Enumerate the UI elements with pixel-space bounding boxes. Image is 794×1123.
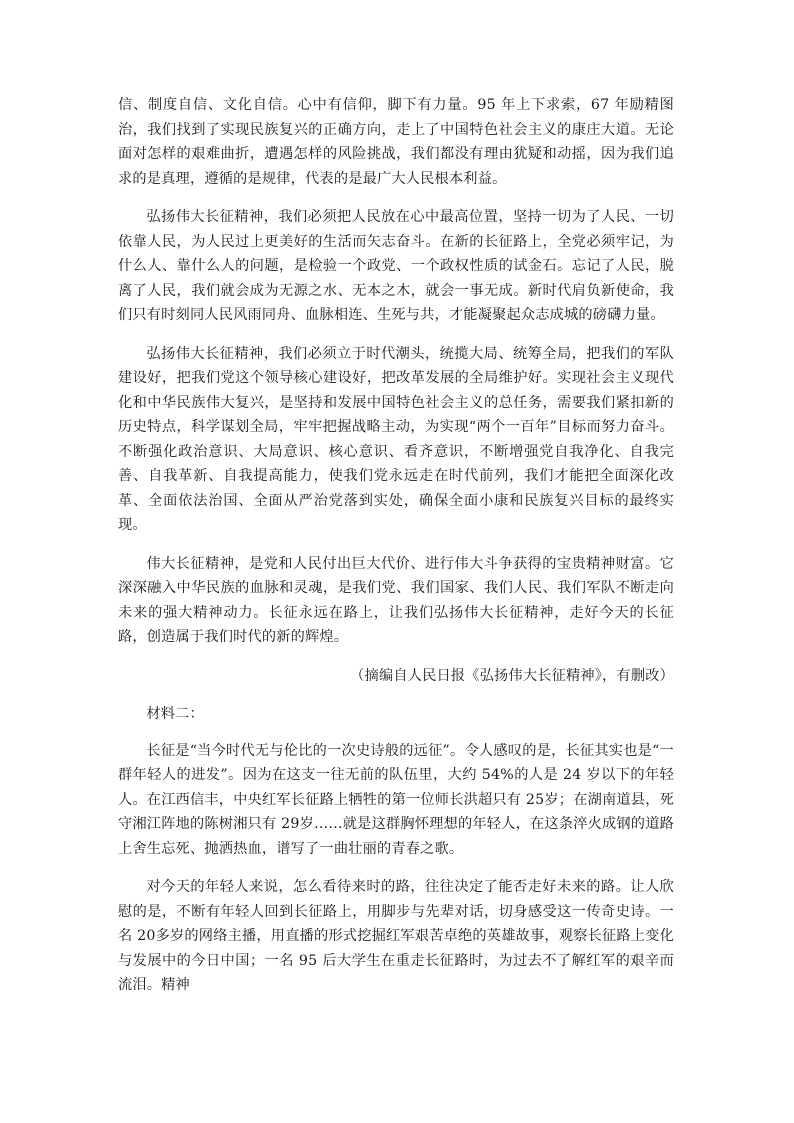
paragraph-people-first: 弘扬伟大长征精神，我们必须把人民放在心中最高位置，坚持一切为了人民、一切依靠人民，为人民过上更美好的生活而矢志奋斗。在新的长征路上，全党必须牢记，为什么人、靠什么人的问题，是检验一个政党、一个政权性质的试金石。忘记了人民，脱离了人民，我们就会成为无源之水、无本之木，就会一事无成。新时代肩负新使命，我们只有时刻同人民风雨同舟、血脉相连、生死与共，才能凝聚起众志成城的磅礴力量。 <box>118 209 674 323</box>
paragraph-times-tide: 弘扬伟大长征精神，我们必须立于时代潮头，统揽大局、统筹全局，把我们的军队建设好，把我们党这个领导核心建设好，把改革发展的全局维护好。实现社会主义现代化和中华民族伟大复兴，是坚持和发展中国特色社会主义的总任务，需要我们紧扣新的历史特点，科学谋划全局，牢牢把握战略主动，为实现“两个一百年”目标而努力奋斗。不断强化政治意识、大局意识、核心意识、看齐意识，不断增强党自我净化、自我完善、自我革新、自我提高能力，使我们党永远走在时代前列，我们才能把全面深化改革、全面依法治国、全面从严治党落到实处，确保全面小康和民族复兴目标的最终实现。 <box>118 345 674 533</box>
paragraph-long-march-youth: 长征是“当今时代无与伦比的一次史诗般的远征”。令人感叹的是，长征其实也是“一群年轻人的进发”。因为在这支一往无前的队伍里，大约 54%的人是 24 岁以下的年轻人。在江西信丰，中央红军长征路上牺牲的第一位师长洪超只有 25岁；在湖南道县，死守湘江阵地的陈树湘只有 29岁……就是这群胸怀理想的年轻人，在这条淬火成钢的道路上舍生忘死、抛洒热血，谱写了一曲壮丽的青春之歌。 <box>118 742 674 857</box>
paragraph-continued: 信、制度自信、文化自信。心中有信仰，脚下有力量。95 年上下求索，67 年励精图治，我们找到了实现民族复兴的正确方向，走上了中国特色社会主义的康庄大道。无论面对怎样的艰难曲折，遭遇怎样的风险挑战，我们都没有理由犹疑和动摇，因为我们追求的是真理，遵循的是规律，代表的是最广大人民根本利益。 <box>118 97 674 187</box>
paragraph-spiritual-wealth: 伟大长征精神，是党和人民付出巨大代价、进行伟大斗争获得的宝贵精神财富。它深深融入中华民族的血脉和灵魂，是我们党、我们国家、我们人民、我们军队不断走向未来的强大精神动力。长征永远在路上，让我们弘扬伟大长征精神，走好今天的长征路，创造属于我们时代的新的辉煌。 <box>118 555 674 645</box>
document-page <box>118 93 674 1012</box>
paragraph-todays-youth: 对今天的年轻人来说，怎么看待来时的路，往往决定了能否走好未来的路。让人欣慰的是，不断有年轻人回到长征路上，用脚步与先辈对话，切身感受这一传奇史诗。一名 20多岁的网络主播，用直播的形式挖掘红军艰苦卓绝的英雄故事，观察长征路上变化与发展中的今日中国；一名 95 后大学生在重走长征路时，为过去不了解红军的艰辛而流泪。精神 <box>118 879 674 993</box>
material-two-heading: 材料二： <box>146 706 204 722</box>
source-citation: （摘编自人民日报《弘扬伟大长征精神》，有删改） <box>350 667 674 684</box>
